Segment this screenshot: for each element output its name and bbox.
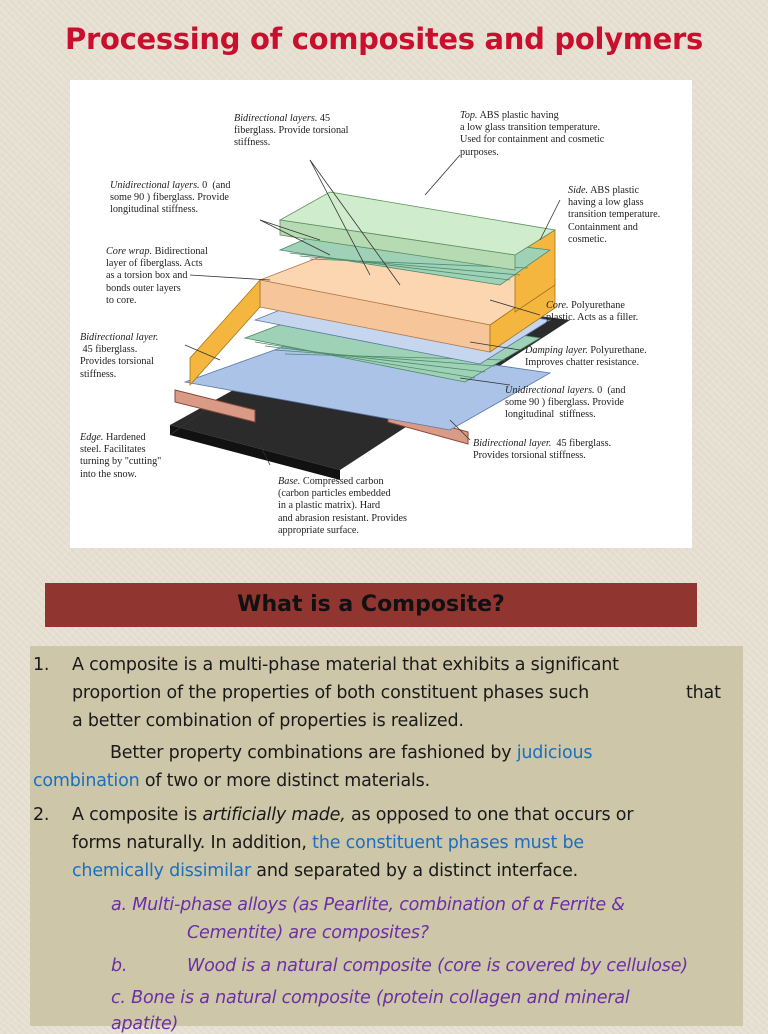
ski-cross-section-figure [70, 80, 692, 548]
sub-a-line2: Cementite) are composites? [187, 923, 429, 943]
annotation-bidirectional-top: Bidirectional layers. 45 fiberglass. Provide torsional stiffness. [234, 113, 349, 149]
highlight-judicious: judicious [516, 743, 593, 763]
highlight-combination: combination [33, 771, 140, 791]
item2-line1: A composite is artificially made, as opposed to one that occurs or [72, 805, 634, 825]
page-title: Processing of composites and polymers [65, 22, 703, 56]
annotation-damping: Damping layer. Polyurethane. Improves chatter resistance. [525, 345, 647, 369]
sub-b-label: b. [111, 956, 128, 976]
annotation-top: Top. ABS plastic having a low glass transition temperature. Used for containment and cosmetic purposes. [460, 110, 605, 158]
highlight-chemically-dissimilar: chemically dissimilar [72, 861, 251, 881]
better-line2: combination of two or more distinct materials. [33, 771, 430, 791]
annotation-core: Core. Polyurethane plastic. Acts as a filler. [546, 300, 639, 324]
annotation-core-wrap: Core wrap. Bidirectional layer of fiberglass. Acts as a torsion box and bonds outer layers to core. [106, 246, 208, 306]
item2-number: 2. [33, 805, 50, 825]
highlight-constituent-phases: the constituent phases must be [312, 833, 584, 853]
annotation-bidirectional-bottom: Bidirectional layer. 45 fiberglass. Provides torsional stiffness. [473, 438, 612, 462]
sub-b-text: Wood is a natural composite (core is covered by cellulose) [187, 956, 688, 976]
item2-line3: chemically dissimilar and separated by a distinct interface. [72, 861, 578, 881]
item2-line2: forms naturally. In addition, the constituent phases must be [72, 833, 584, 853]
item1-line1: A composite is a multi-phase material that exhibits a significant [72, 655, 619, 675]
item1-number: 1. [33, 655, 50, 675]
annotation-base: Base. Compressed carbon (carbon particles embedded in a plastic matrix). Hard and abrasion resistant. Provides appropriate surface. [278, 476, 408, 536]
sub-c-line2: apatite) [111, 1014, 179, 1034]
annotation-unidirectional-bottom: Unidirectional layers. 0 (and some 90 ) fiberglass. Provide longitudinal stiffness. [505, 385, 626, 421]
annotation-side: Side. ABS plastic having a low glass transition temperature. Containment and cosmetic. [568, 185, 661, 245]
annotation-bidirectional-left: Bidirectional layer. 45 fiberglass. Provides torsional stiffness. [80, 332, 159, 380]
item1-line3: a better combination of properties is realized. [72, 711, 464, 731]
annotation-unidirectional-top: Unidirectional layers. 0 (and some 90 ) fiberglass. Provide longitudinal stiffness. [110, 180, 231, 216]
section-banner: What is a Composite? [45, 583, 697, 627]
item1-line2-end: that [686, 683, 721, 703]
item1-line2: proportion of the properties of both constituent phases such [72, 683, 589, 703]
annotation-edge: Edge. Hardened steel. Facilitates turning by "cutting" into the snow. [80, 432, 162, 480]
better-line1: Better property combinations are fashioned by judicious [110, 743, 593, 763]
sub-a-line1: a. Multi-phase alloys (as Pearlite, combination of α Ferrite & [111, 895, 625, 915]
sub-c-line1: c. Bone is a natural composite (protein collagen and mineral [111, 988, 630, 1008]
